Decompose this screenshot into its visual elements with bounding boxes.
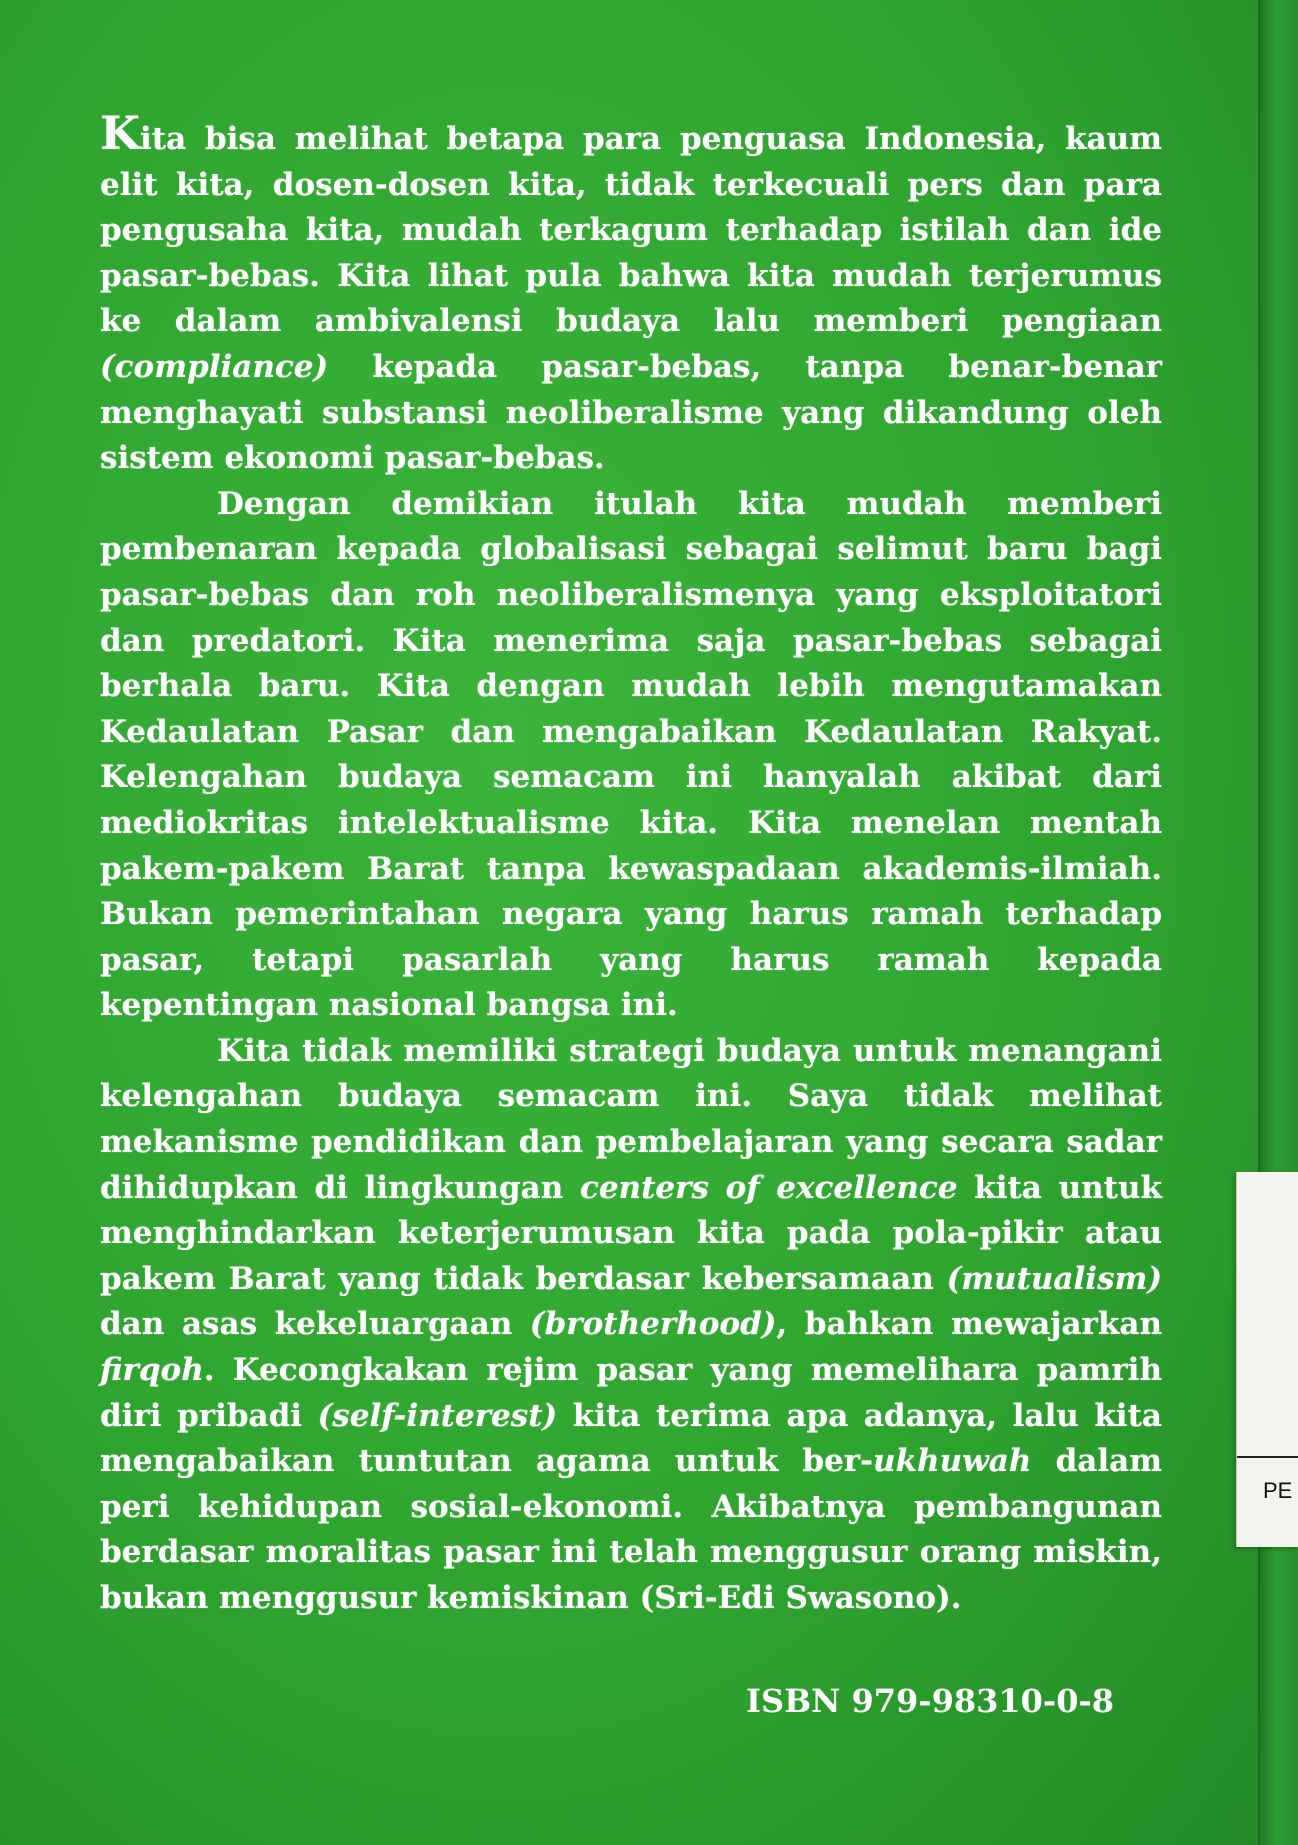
paragraph-3-segment-4: (mutualism) xyxy=(946,1260,1162,1297)
paragraph-1-segment-2: (compliance) xyxy=(100,348,329,385)
paragraph-3-segment-9: . Kecongkakan rejim pasar yang memelihara pamrih diri pribadi xyxy=(100,1352,1162,1434)
paragraph-3-segment-10: (self-interest) xyxy=(317,1397,558,1434)
paragraph-3 xyxy=(100,1029,1162,1622)
paragraph-3-segment-13: dalam peri kehidupan sosial-ekonomi. Akibatnya pembangunan berdasar moralitas pasar ini telah menggusur orang miskin, bukan menggusur kemiskinan (Sri-Edi Swasono). xyxy=(100,1443,1162,1616)
paragraph-2-segment-1: Dengan demikian itulah kita mudah memberi pembenaran kepada globalisasi sebagai selimut baru bagi pasar-bebas dan roh neoliberalismenya yang eksploitatori dan predatori. Kita menerima saja pasar-bebas sebagai berhala baru. Kita dengan mudah lebih mengutamakan Kedaulatan Pasar dan mengabaikan Kedaulatan Rakyat. Kelengahan budaya semacam ini hanyalah akibat dari mediokritas intelektualisme kita. Kita menelan mentah pakem-pakem Barat tanpa kewaspadaan akademis-ilmiah. Bukan pemerintahan negara yang harus ramah terhadap pasar, tetapi pasarlah yang harus ramah kepada kepentingan nasional bangsa ini. xyxy=(100,485,1162,1024)
paragraph-1-segment-3: kepada pasar-bebas, tanpa benar-benar menghayati substansi neoliberalisme yang dikandung oleh sistem ekonomi pasar-bebas. xyxy=(100,348,1162,477)
library-label-sticker xyxy=(1236,1172,1298,1547)
paragraph-3-segment-6: (brotherhood) xyxy=(529,1306,777,1343)
paragraph-3-segment-3: kita untuk menghindarkan keterjerumusan kita pada pola-pikir atau pakem Barat yang tidak berdasar kebersamaan xyxy=(100,1169,1162,1297)
paragraph-3-segment-7: , bahkan mewajarkan xyxy=(776,1306,1162,1343)
paragraph-2 xyxy=(100,482,1162,1029)
paragraph-3-segment-2: centers of excellence xyxy=(579,1169,958,1206)
paragraph-3-segment-5: dan asas kekeluargaan xyxy=(100,1306,530,1343)
paragraph-1 xyxy=(100,106,1162,482)
isbn-number: ISBN 979-98310-0-8 xyxy=(745,1682,1114,1720)
paragraph-3-segment-1: Kita tidak memiliki strategi budaya untuk menangani kelengahan budaya semacam ini. Saya tidak melihat mekanisme pendidikan dan pembelajaran yang secara sadar dihidupkan di lingkungan xyxy=(100,1032,1162,1206)
book-spine-edge xyxy=(1258,0,1298,1845)
paragraph-1-segment-1: ita bisa melihat betapa para penguasa Indonesia, kaum elit kita, dosen-dosen kita, tidak terkecuali pers dan para pengusaha kita, mudah terkagum terhadap istilah dan ide pasar-bebas. Kita lihat pula bahwa kita mudah terjerumus ke dalam ambivalensi budaya lalu memberi pengiaan xyxy=(100,121,1162,340)
drop-cap-letter: K xyxy=(100,106,140,160)
blurb-text xyxy=(100,106,1162,1622)
paragraph-3-segment-11: kita terima apa adanya, lalu kita mengabaikan tuntutan agama untuk ber- xyxy=(100,1397,1162,1480)
paragraph-3-segment-8: firqoh xyxy=(100,1352,204,1389)
sticker-label-text: PE xyxy=(1263,1478,1293,1503)
sticker-divider xyxy=(1237,1456,1298,1458)
paragraph-3-segment-12: ukhuwah xyxy=(873,1443,1032,1480)
